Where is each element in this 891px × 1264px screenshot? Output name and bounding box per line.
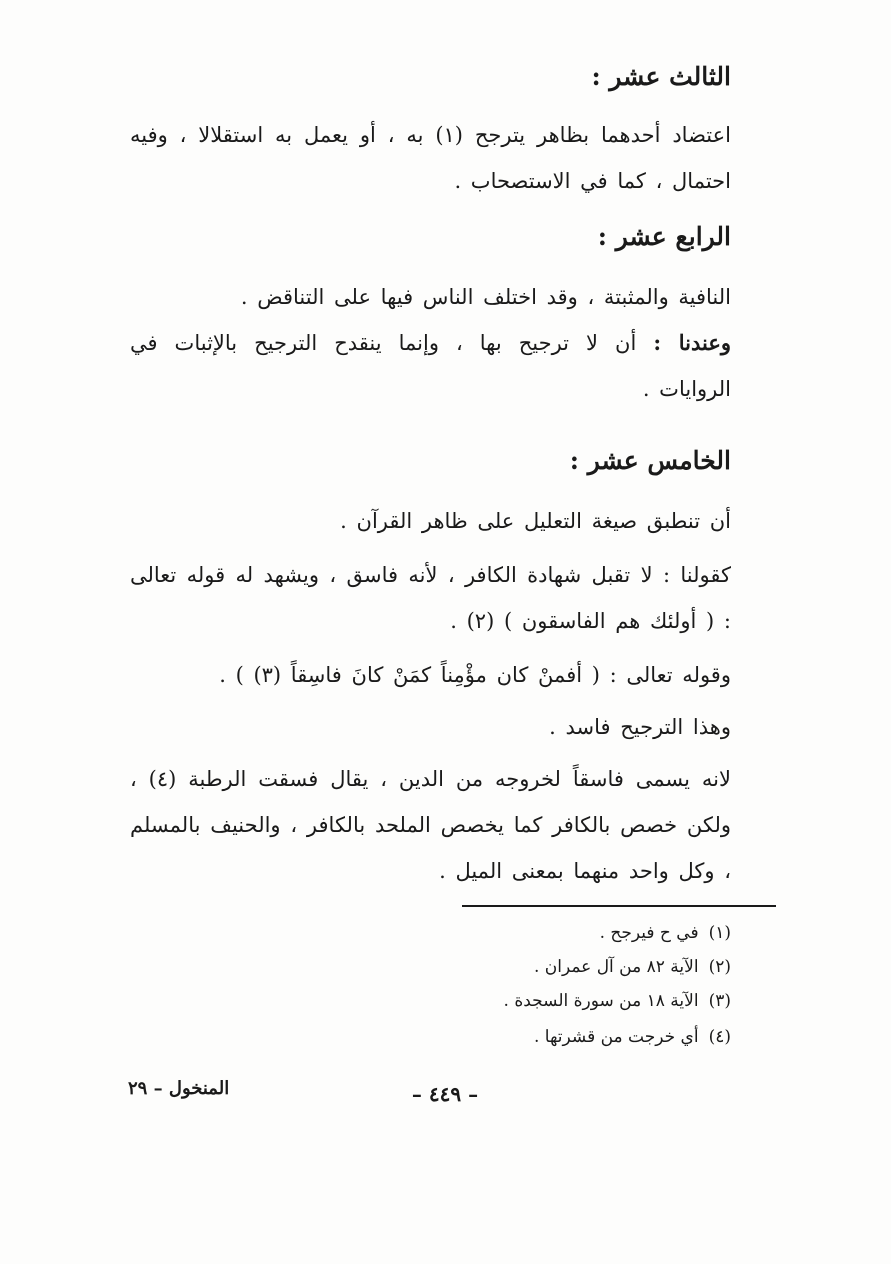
page-number: – ٤٤٩ – (411, 1082, 479, 1106)
paragraph-thirteenth: اعتضاد أحدهما بظاهر يترجح (١) به ، أو يعمل به استقلالا ، وفيه احتمال ، كما في الاستصحاب . (130, 123, 731, 193)
section-heading-fourteenth: الرابع عشر : (597, 222, 731, 251)
footnote-divider (462, 905, 776, 907)
running-footer: المنخول – ٢٩ (128, 1078, 230, 1099)
footnote-4 (534, 1024, 731, 1050)
section-heading-fifteenth: الخامس عشر : (569, 446, 731, 475)
footnote-text: في ح فيرجح . (599, 923, 699, 943)
paragraph-body: أن لا ترجيح بها ، وإنما ينقدح الترجيح بالإثبات في الروايات . (130, 331, 731, 401)
footnote-3 (504, 988, 731, 1014)
paragraph-fifteenth-2: كقولنا : لا تقبل شهادة الكافر ، لأنه فاسق ، ويشهد له قوله تعالى : ( أولئك هم الفاسقون ) (٢) . (130, 563, 731, 633)
footnote-number: (٢) (708, 957, 731, 977)
paragraph-fifteenth-5: لانه يسمى فاسقاً لخروجه من الدين ، يقال فسقت الرطبة (٤) ، ولكن خصص بالكافر كما يخصص الملحد بالكافر ، والحنيف بالمسلم ، وكل واحد منهما بمعنى الميل . (130, 767, 731, 883)
footnote-1 (600, 920, 731, 946)
section-heading-thirteenth: الثالث عشر : (591, 62, 731, 91)
paragraph-fifteenth-4: وهذا الترجيح فاسد . (549, 715, 731, 739)
footnote-text: الآية ١٨ من سورة السجدة . (503, 991, 699, 1011)
paragraph-fifteenth-1: أن تنطبق صيغة التعليل على ظاهر القرآن . (340, 509, 731, 533)
footnote-2 (534, 954, 731, 980)
paragraph-fourteenth-1: النافية والمثبتة ، وقد اختلف الناس فيها على التناقض . (240, 285, 731, 309)
footnote-number: (١) (708, 923, 731, 943)
footnote-number: (٣) (708, 991, 731, 1011)
paragraph-fourteenth-2 (130, 320, 731, 412)
footnote-text: الآية ٨٢ من آل عمران . (533, 957, 699, 977)
footnote-number: (٤) (708, 1027, 731, 1047)
paragraph-fifteenth-3: وقوله تعالى : ( أفمنْ كان مؤْمِناً كمَنْ كانَ فاسِقاً (٣) ) . (219, 663, 731, 687)
footnote-text: أي خرجت من قشرتها . (533, 1027, 699, 1047)
paragraph-lead-word: وعندنا : (653, 330, 731, 355)
